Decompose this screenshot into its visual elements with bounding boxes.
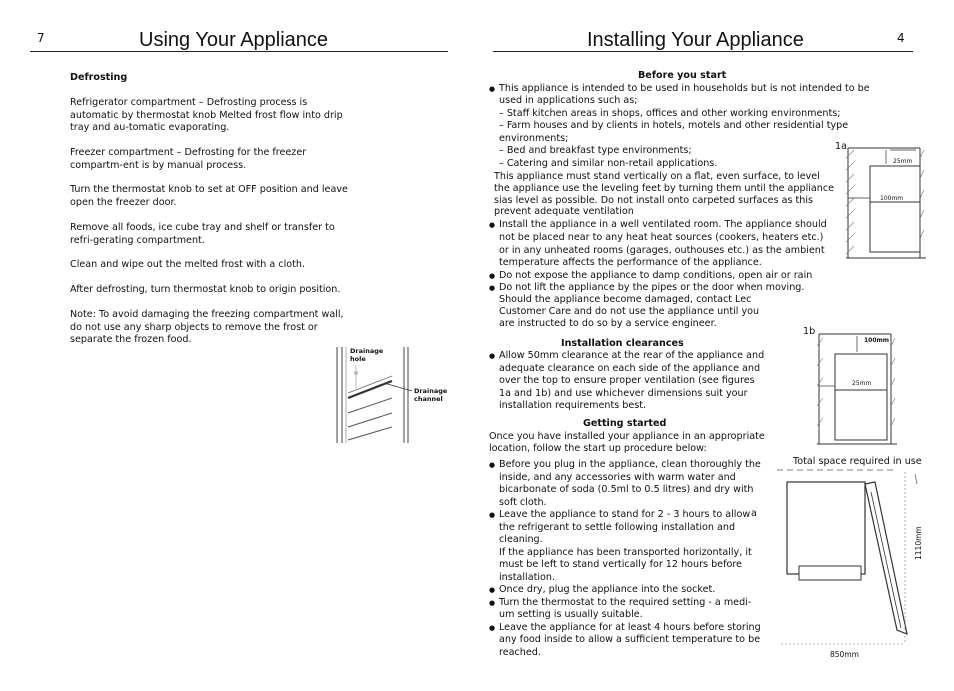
- before-line-2: used in applications such as;: [499, 95, 638, 106]
- clearances-line-2: adequate clearance on each side of the appliance and: [499, 363, 761, 374]
- start-b5-line-2: any food inside to allow a sufficient temperature to be: [499, 634, 761, 645]
- started-intro-1: Once you have installed your appliance in an appropriate: [489, 431, 765, 442]
- paragraph-clean: Clean and wipe out the melted frost with a cloth.: [70, 259, 306, 270]
- start-b4-line-2: um setting is usually suitable.: [499, 609, 643, 620]
- fig-1b-label: 1b: [803, 326, 816, 337]
- lift-line-2: Should the appliance become damaged, contact Lec: [499, 294, 752, 305]
- start-b1-line-4: soft cloth.: [499, 497, 547, 508]
- start-b1-line-3: bicarbonate of soda (0.5ml to 0.5 litres) and dry with: [499, 484, 754, 495]
- before-line-7: – Catering and similar non-retail applications.: [499, 158, 718, 169]
- clearances-line-4: 1a and 1b) and use whichever dimensions suit your: [499, 388, 748, 399]
- start-b2-line-1: ● Leave the appliance to stand for 2 - 3 hours to allow: [489, 509, 750, 522]
- before-line-9: the appliance use the leveling feet by turning them until the appliance: [494, 183, 835, 194]
- start-b1-line-1: ● Before you plug in the appliance, clean thoroughly the: [489, 459, 761, 472]
- lift-line-3: Customer Care and do not use the appliance until you: [499, 306, 760, 317]
- start-b2-line-6: installation.: [499, 572, 556, 583]
- figure-1b: [817, 326, 897, 448]
- page-number-left: 7: [37, 31, 45, 45]
- page-number-right: 4: [897, 31, 905, 45]
- before-line-4: – Farm houses and by clients in hotels, motels and other residential type: [499, 120, 849, 131]
- space-caption: Total space required in use: [793, 456, 922, 467]
- fig-1b-top: 100mm: [864, 337, 890, 344]
- getting-started-heading: Getting started: [583, 418, 667, 429]
- fig-1b-side: 25mm: [852, 380, 872, 387]
- start-b4-line-1: ● Turn the thermostat to the required setting - a medi-: [489, 597, 751, 610]
- space-figure: [777, 462, 927, 650]
- paragraph-freezer: Freezer compartment – Defrosting for the freezer compartm-ent is by manual process.: [70, 147, 307, 171]
- page-title-left: Using Your Appliance: [139, 29, 329, 51]
- before-line-8: This appliance must stand vertically on a flat, even surface, to level: [494, 171, 820, 182]
- paragraph-remove-foods: Remove all foods, ice cube tray and shelf or transfer to refri-gerating compartment.: [70, 222, 335, 246]
- start-b2-line-3: cleaning.: [499, 534, 543, 545]
- start-b2-line-4: If the appliance has been transported horizontally, it: [499, 547, 752, 558]
- space-width: 850mm: [830, 650, 859, 659]
- before-line-3: – Staff kitchen areas in shops, offices and other working environments;: [499, 108, 841, 119]
- start-b5-line-3: reached.: [499, 647, 541, 658]
- install-line-4: temperature affects the performance of the appliance.: [499, 257, 762, 268]
- start-b5-line-1: ● Leave the appliance for at least 4 hours before storing: [489, 622, 761, 635]
- label-drainage-channel: Drainage channel: [414, 387, 448, 403]
- before-line-5: environments;: [499, 133, 569, 144]
- stray-a: a: [751, 508, 757, 519]
- before-line-1: ● This appliance is intended to be used in households but is not intended to be: [489, 83, 870, 96]
- paragraph-thermostat-off: Turn the thermostat knob to set at OFF position and leave open the freezer door.: [70, 184, 348, 208]
- damp-line: ● Do not expose the appliance to damp conditions, open air or rain: [489, 270, 812, 283]
- clearances-heading: Installation clearances: [561, 338, 684, 349]
- clearances-line-1: ● Allow 50mm clearance at the rear of the appliance and: [489, 350, 764, 363]
- lift-line-1: ● Do not lift the appliance by the pipes or the door when moving.: [489, 282, 804, 295]
- label-drainage-hole: Drainage hole: [350, 347, 384, 363]
- install-line-2: not be placed near to any heat heat sources (cookers, heaters etc.): [499, 232, 824, 243]
- clearances-line-5: installation requirements best.: [499, 400, 647, 411]
- fig-1a-top: 25mm: [893, 158, 913, 165]
- start-b3-line-1: ● Once dry, plug the appliance into the socket.: [489, 584, 715, 597]
- install-line-3: or in any unheated rooms (garages, outhouses etc.) as the ambient: [499, 245, 825, 256]
- clearances-line-3: over the top to ensure proper ventilation (see figures: [499, 375, 755, 386]
- paragraph-after-defrost: After defrosting, turn thermostat knob to origin position.: [70, 284, 341, 295]
- before-line-11: prevent adequate ventilation: [494, 206, 634, 217]
- page-title-right: Installing Your Appliance: [587, 29, 804, 51]
- fig-1a-label: 1a: [835, 141, 847, 152]
- before-start-heading: Before you start: [638, 70, 727, 81]
- lift-line-4: are instructed to do so by a service engineer.: [499, 318, 717, 329]
- title-rule-right: [493, 51, 913, 52]
- start-b1-line-2: inside, and any accessories with warm water and: [499, 472, 736, 483]
- install-line-1: ● Install the appliance in a well ventilated room. The appliance should: [489, 219, 827, 232]
- before-line-6: – Bed and breakfast type environments;: [499, 145, 692, 156]
- fig-1a-side: 100mm: [880, 195, 904, 202]
- paragraph-note: Note: To avoid damaging the freezing compartment wall, do not use any sharp objects to remove the frost or separate the frozen food.: [70, 309, 344, 345]
- start-b2-line-2: the refrigerant to settle following installation and: [499, 522, 736, 533]
- paragraph-refrigerator: Refrigerator compartment – Defrosting process is automatic by thermostat knob Melted frost flow into drip tray and au-tomatic evaporating.: [70, 97, 343, 133]
- before-line-10: sias level as possible. Do not install onto carpeted surfaces as this: [494, 195, 814, 206]
- space-height: 1110mm: [914, 526, 923, 560]
- title-rule-left: [30, 51, 448, 52]
- start-b2-line-5: must be left to stand vertically for 12 hours before: [499, 559, 742, 570]
- started-intro-2: location, follow the start up procedure below:: [489, 443, 707, 454]
- defrosting-heading: Defrosting: [70, 72, 128, 83]
